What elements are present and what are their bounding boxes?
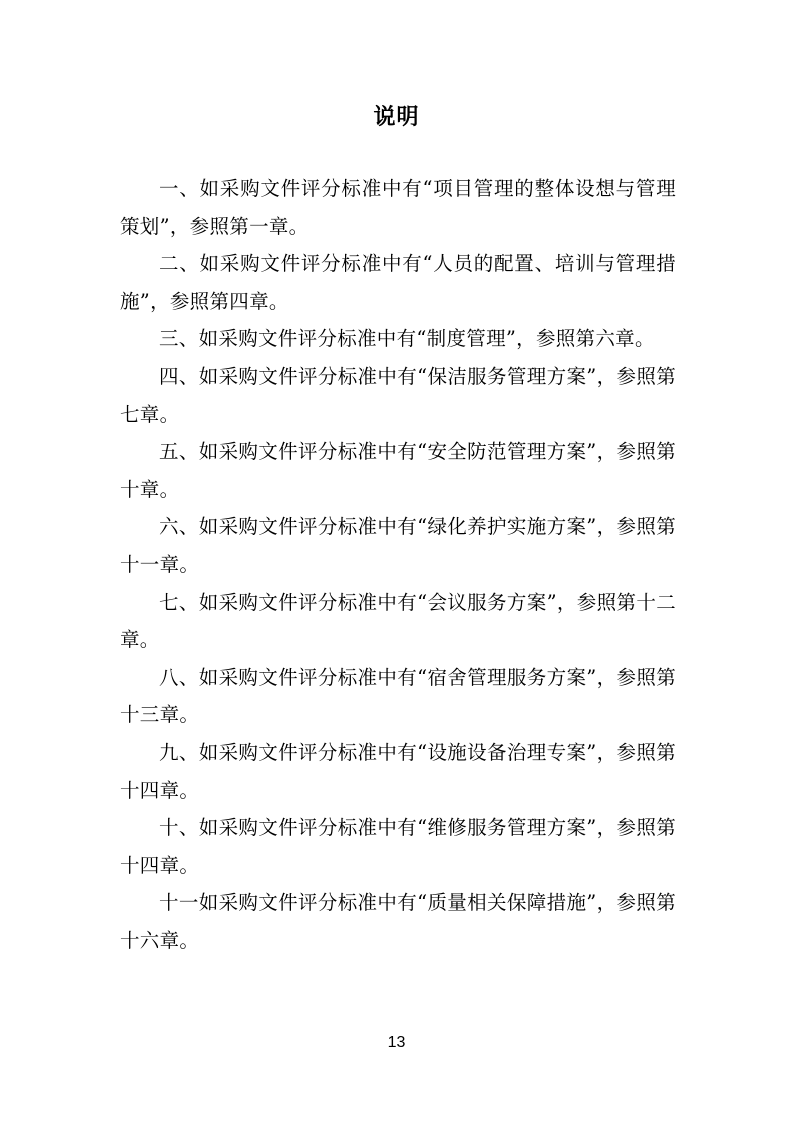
paragraph-5: 五、如采购文件评分标准中有“安全防范管理方案”，参照第十章。 xyxy=(120,440,676,501)
paragraph-11: 十一如采购文件评分标准中有“质量相关保障措施”，参照第十六章。 xyxy=(120,891,676,952)
page-number: 13 xyxy=(387,1034,406,1051)
paragraph-10: 十、如采购文件评分标准中有“维修服务管理方案”，参照第十四章。 xyxy=(120,816,676,877)
paragraph-2: 二、如采购文件评分标准中有“人员的配置、培训与管理措施”，参照第四章。 xyxy=(120,252,676,313)
page-title: 说明 xyxy=(373,105,420,130)
paragraph-1: 一、如采购文件评分标准中有“项目管理的整体设想与管理策划”，参照第一章。 xyxy=(120,177,676,238)
paragraph-9: 九、如采购文件评分标准中有“设施设备治理专案”，参照第十四章。 xyxy=(120,740,676,802)
paragraph-8: 八、如采购文件评分标准中有“宿舍管理服务方案”，参照第十三章。 xyxy=(120,665,676,727)
document-body xyxy=(120,170,676,959)
paragraph-4: 四、如采购文件评分标准中有“保洁服务管理方案”，参照第七章。 xyxy=(120,364,676,426)
paragraph-6: 六、如采购文件评分标准中有“绿化养护实施方案”，参照第十一章。 xyxy=(120,515,676,576)
paragraph-3: 三、如采购文件评分标准中有“制度管理”，参照第六章。 xyxy=(159,327,655,351)
paragraph-7: 七、如采购文件评分标准中有“会议服务方案”，参照第十二章。 xyxy=(120,590,676,652)
